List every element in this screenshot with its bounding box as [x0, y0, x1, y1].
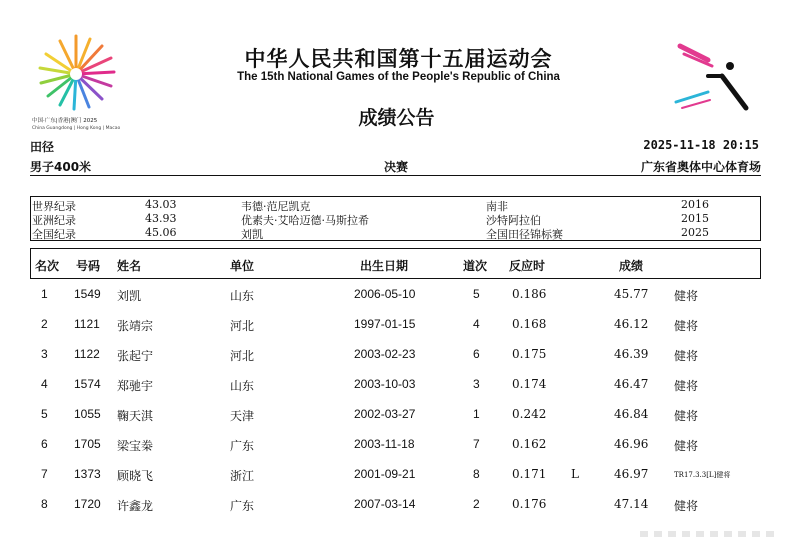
unit-cell: 山东	[230, 289, 255, 303]
venue-name: 广东省奥体中心体育场	[640, 160, 761, 174]
emblem-caption-cn: 中国·广东|香港|澳门 2025	[32, 118, 98, 124]
result-cell: 46.97	[614, 467, 649, 481]
rank-cell: 8	[41, 497, 48, 511]
lane-cell: 7	[473, 437, 480, 451]
level-cell: 健将	[674, 319, 699, 333]
header-result: 成绩	[619, 259, 644, 273]
table-row	[30, 347, 761, 367]
emblem-caption-en: China Guangdong | Hong Kong | Macao	[32, 126, 121, 131]
unit-cell: 广东	[230, 499, 255, 513]
dob-cell: 2001-09-21	[354, 467, 416, 481]
lane-cell: 1	[473, 407, 480, 421]
record-row	[31, 198, 760, 212]
result-cell: 46.96	[614, 437, 649, 451]
table-row	[30, 377, 761, 397]
rank-cell: 5	[41, 407, 48, 421]
name-cell: 顾晓飞	[117, 469, 154, 483]
record-place: 沙特阿拉伯	[486, 214, 541, 227]
record-type: 世界纪录	[32, 200, 76, 213]
level-cell: 健将	[674, 439, 699, 453]
table-row	[30, 497, 761, 517]
bib-cell: 1373	[74, 467, 101, 481]
reaction-cell: 0.171	[512, 467, 547, 481]
reaction-cell: 0.168	[512, 317, 547, 331]
page-title: 成绩公告	[358, 107, 435, 129]
lane-cell: 8	[473, 467, 480, 481]
bib-cell: 1122	[74, 347, 100, 361]
note-cell: TR17.3.3[L]健将	[674, 471, 731, 479]
rank-cell: 3	[41, 347, 48, 361]
header-dob: 出生日期	[360, 259, 409, 273]
rank-cell: 7	[41, 467, 48, 481]
unit-cell: 广东	[230, 439, 255, 453]
dob-cell: 2003-10-03	[354, 377, 416, 391]
unit-cell: 天津	[230, 409, 255, 423]
record-row	[31, 226, 760, 240]
event-name: 男子400米	[30, 160, 92, 174]
name-cell: 梁宝桊	[117, 439, 154, 453]
level-cell: 健将	[674, 349, 699, 363]
reaction-cell: 0.175	[512, 347, 547, 361]
unit-cell: 浙江	[230, 469, 255, 483]
unit-cell: 河北	[230, 319, 255, 333]
bib-cell: 1121	[74, 317, 100, 331]
watermark-dots	[640, 524, 789, 534]
rank-cell: 6	[41, 437, 48, 451]
header-divider	[30, 175, 761, 176]
record-mark: 45.06	[145, 226, 177, 239]
result-cell: 45.77	[614, 287, 649, 301]
dob-cell: 1997-01-15	[354, 317, 416, 331]
record-place: 全国田径锦标赛	[486, 228, 563, 241]
bib-cell: 1574	[74, 377, 101, 391]
dob-cell: 2002-03-27	[354, 407, 416, 421]
lane-cell: 3	[473, 377, 480, 391]
name-cell: 张起宁	[117, 349, 154, 363]
bib-cell: 1549	[74, 287, 101, 301]
header-unit: 单位	[230, 259, 255, 273]
lane-cell: 2	[473, 497, 480, 511]
dob-cell: 2003-11-18	[354, 437, 415, 451]
bib-cell: 1055	[74, 407, 101, 421]
name-cell: 刘凯	[117, 289, 142, 303]
header-lane: 道次	[463, 259, 488, 273]
bib-cell: 1705	[74, 437, 101, 451]
round-name: 决赛	[384, 160, 409, 174]
result-cell: 46.47	[614, 377, 649, 391]
unit-cell: 山东	[230, 379, 255, 393]
rank-cell: 1	[41, 287, 48, 301]
result-cell: 46.84	[614, 407, 649, 421]
record-holder: 优素夫·艾哈迈德·马斯拉希	[241, 214, 369, 227]
name-cell: 许鑫龙	[117, 499, 154, 513]
record-type: 亚洲纪录	[32, 214, 76, 227]
reaction-cell: 0.174	[512, 377, 547, 391]
games-title-en: The 15th National Games of the People's Republic of China	[237, 71, 560, 83]
table-row	[30, 317, 761, 337]
result-cell: 46.39	[614, 347, 649, 361]
rank-cell: 2	[41, 317, 48, 331]
record-row	[31, 212, 760, 226]
header-name: 姓名	[117, 259, 142, 273]
record-year: 2025	[681, 226, 709, 239]
name-cell: 鞠天淇	[117, 409, 154, 423]
record-holder: 刘凯	[241, 228, 263, 241]
watermark-dots-icon	[640, 529, 789, 539]
timestamp: 2025-11-18 20:15	[643, 138, 759, 152]
level-cell: 健将	[674, 289, 699, 303]
dob-cell: 2003-02-23	[354, 347, 416, 361]
table-row	[30, 287, 761, 307]
lane-cell: 5	[473, 287, 480, 301]
reaction-cell: 0.242	[512, 407, 547, 421]
records-box	[30, 196, 761, 241]
sport-label: 田径	[30, 140, 55, 154]
record-type: 全国纪录	[32, 228, 76, 241]
reaction-cell: 0.176	[512, 497, 547, 511]
result-cell: 47.14	[614, 497, 649, 511]
games-title-cn: 中华人民共和国第十五届运动会	[244, 47, 553, 71]
header-reaction: 反应时	[509, 259, 546, 273]
results-header	[30, 248, 761, 279]
level-cell: 健将	[674, 409, 699, 423]
bib-cell: 1720	[74, 497, 101, 511]
record-place: 南非	[486, 200, 508, 213]
lane-cell: 6	[473, 347, 480, 361]
unit-cell: 河北	[230, 349, 255, 363]
level-cell: 健将	[674, 499, 699, 513]
table-row	[30, 407, 761, 427]
record-mark: 43.03	[145, 198, 177, 211]
rank-cell: 4	[41, 377, 48, 391]
table-row	[30, 437, 761, 457]
flag-cell: L	[571, 467, 579, 481]
record-mark: 43.93	[145, 212, 177, 225]
reaction-cell: 0.162	[512, 437, 547, 451]
lane-cell: 4	[473, 317, 480, 331]
result-cell: 46.12	[614, 317, 649, 331]
header-bib: 号码	[76, 259, 101, 273]
record-year: 2015	[681, 212, 709, 225]
dob-cell: 2007-03-14	[354, 497, 416, 511]
name-cell: 张靖宗	[117, 319, 154, 333]
record-holder: 韦德·范尼凯克	[241, 200, 311, 213]
header-rank: 名次	[35, 259, 60, 273]
dob-cell: 2006-05-10	[354, 287, 416, 301]
table-row	[30, 467, 761, 487]
record-year: 2016	[681, 198, 709, 211]
reaction-cell: 0.186	[512, 287, 547, 301]
level-cell: 健将	[674, 379, 699, 393]
name-cell: 郑驰宇	[117, 379, 154, 393]
